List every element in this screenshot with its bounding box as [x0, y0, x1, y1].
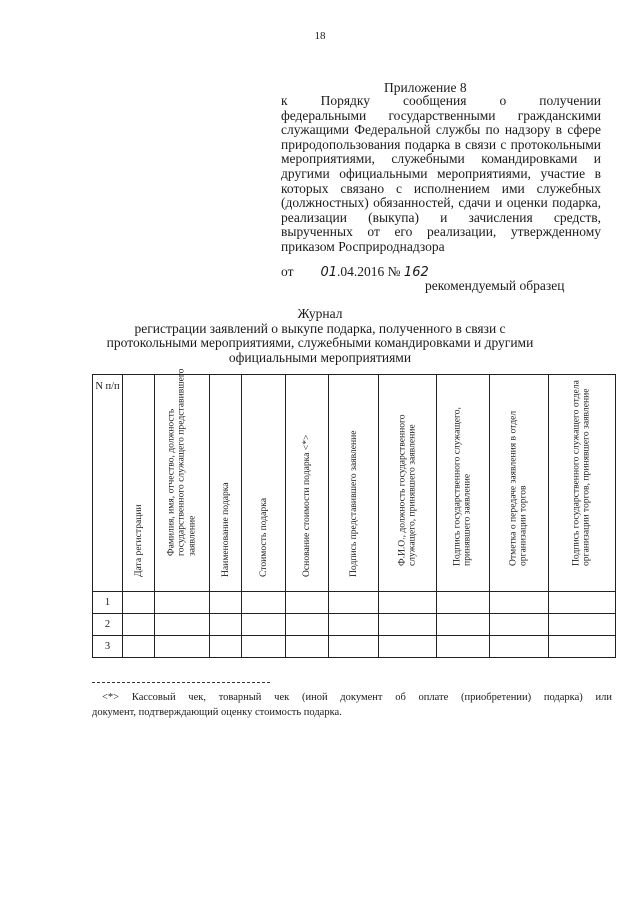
table-cell	[490, 614, 549, 636]
table-cell	[379, 636, 437, 658]
sample-label: рекомендуемый образец	[425, 278, 565, 293]
table-cell	[329, 636, 379, 658]
table-cell	[242, 614, 286, 636]
header-cost-basis: Основание стоимости подарка <*>	[286, 375, 329, 592]
table-row	[93, 614, 616, 636]
table-cell	[490, 592, 549, 614]
order-date-rest: .04.2016 №	[337, 264, 401, 279]
table-cell	[490, 636, 549, 658]
row-number: 2	[93, 614, 123, 636]
table-cell	[379, 592, 437, 614]
header-gift-cost: Стоимость подарка	[242, 375, 286, 592]
table-cell	[286, 614, 329, 636]
table-cell	[155, 614, 210, 636]
table-cell	[210, 592, 242, 614]
table-cell	[155, 636, 210, 658]
journal-subtitle: регистрации заявлений о выкупе подарка, полученного в связи с протокольными мероприятиями, служебными командировками и другими официальными мероприятиями	[106, 320, 534, 365]
table-cell	[549, 592, 616, 614]
table-cell	[549, 614, 616, 636]
table-cell	[286, 636, 329, 658]
table-cell	[155, 592, 210, 614]
header-number: N п/п	[93, 375, 123, 592]
table-row	[93, 636, 616, 658]
table-cell	[210, 636, 242, 658]
header-row	[93, 375, 616, 592]
footnote	[92, 690, 612, 720]
table-row	[93, 592, 616, 614]
appendix-body-text: федеральными государственными гражданскими служащими Федеральной службы по надзору в сфере природопользования подарка в связи с протокольными мероприятиями, служебными командировками и другими официальными мероприятиями, участие в которых связано с исполнением ими служебных (должностных) обязанностей, сдачи и оценки подарка, реализации (выкупа) и зачисления средств, вырученных от его реализации, утвержденному приказом Росприроднадзора	[281, 107, 601, 254]
appendix-reference	[281, 94, 601, 255]
table-cell	[379, 614, 437, 636]
footnote-first-line: <*> Кассовый чек, товарный чек (иной документ об оплате (приобретении) подарка) или	[102, 692, 612, 703]
header-receiver-name: Ф.И.О., должность государственного служащего, принявшего заявление	[379, 375, 437, 592]
table-cell	[123, 614, 155, 636]
journal-heading	[90, 307, 550, 365]
table-cell	[437, 636, 490, 658]
footnote-divider	[92, 682, 270, 683]
order-number: 162	[403, 265, 429, 280]
header-gift-name: Наименование подарка	[210, 375, 242, 592]
table-cell	[329, 614, 379, 636]
order-date-line	[281, 264, 429, 280]
order-prefix: от	[281, 264, 294, 279]
table-cell	[549, 636, 616, 658]
header-employee-name: Фамилия, имя, отчество, должность государственного служащего представившего заявление	[155, 375, 210, 592]
header-receiver-signature: Подпись государственного служащего, принявшего заявление	[437, 375, 490, 592]
table-cell	[437, 592, 490, 614]
header-registration-date: Дата регистрации	[123, 375, 155, 592]
row-number: 1	[93, 592, 123, 614]
page-number: 18	[314, 30, 326, 42]
appendix-first-line: к Порядку сообщения о получении	[281, 93, 601, 108]
table-cell	[210, 614, 242, 636]
table-cell	[286, 592, 329, 614]
table-cell	[242, 592, 286, 614]
table-cell	[329, 592, 379, 614]
appendix-title: Приложение 8	[384, 80, 467, 95]
order-date-day: 01	[320, 265, 338, 280]
footnote-rest: документ, подтверждающий оценку стоимость подарка.	[92, 707, 342, 718]
header-submitter-signature: Подпись представившего заявление	[329, 375, 379, 592]
header-transfer-mark: Отметка о передаче заявления в отдел организации торгов	[490, 375, 549, 592]
table-cell	[437, 614, 490, 636]
journal-title: Журнал	[297, 306, 343, 321]
table-cell	[123, 592, 155, 614]
table-cell	[123, 636, 155, 658]
table-cell	[242, 636, 286, 658]
header-auction-signature: Подпись государственного служащего отдела организации торгов, принявшего заявление	[549, 375, 616, 592]
row-number: 3	[93, 636, 123, 658]
register-table	[92, 368, 616, 658]
